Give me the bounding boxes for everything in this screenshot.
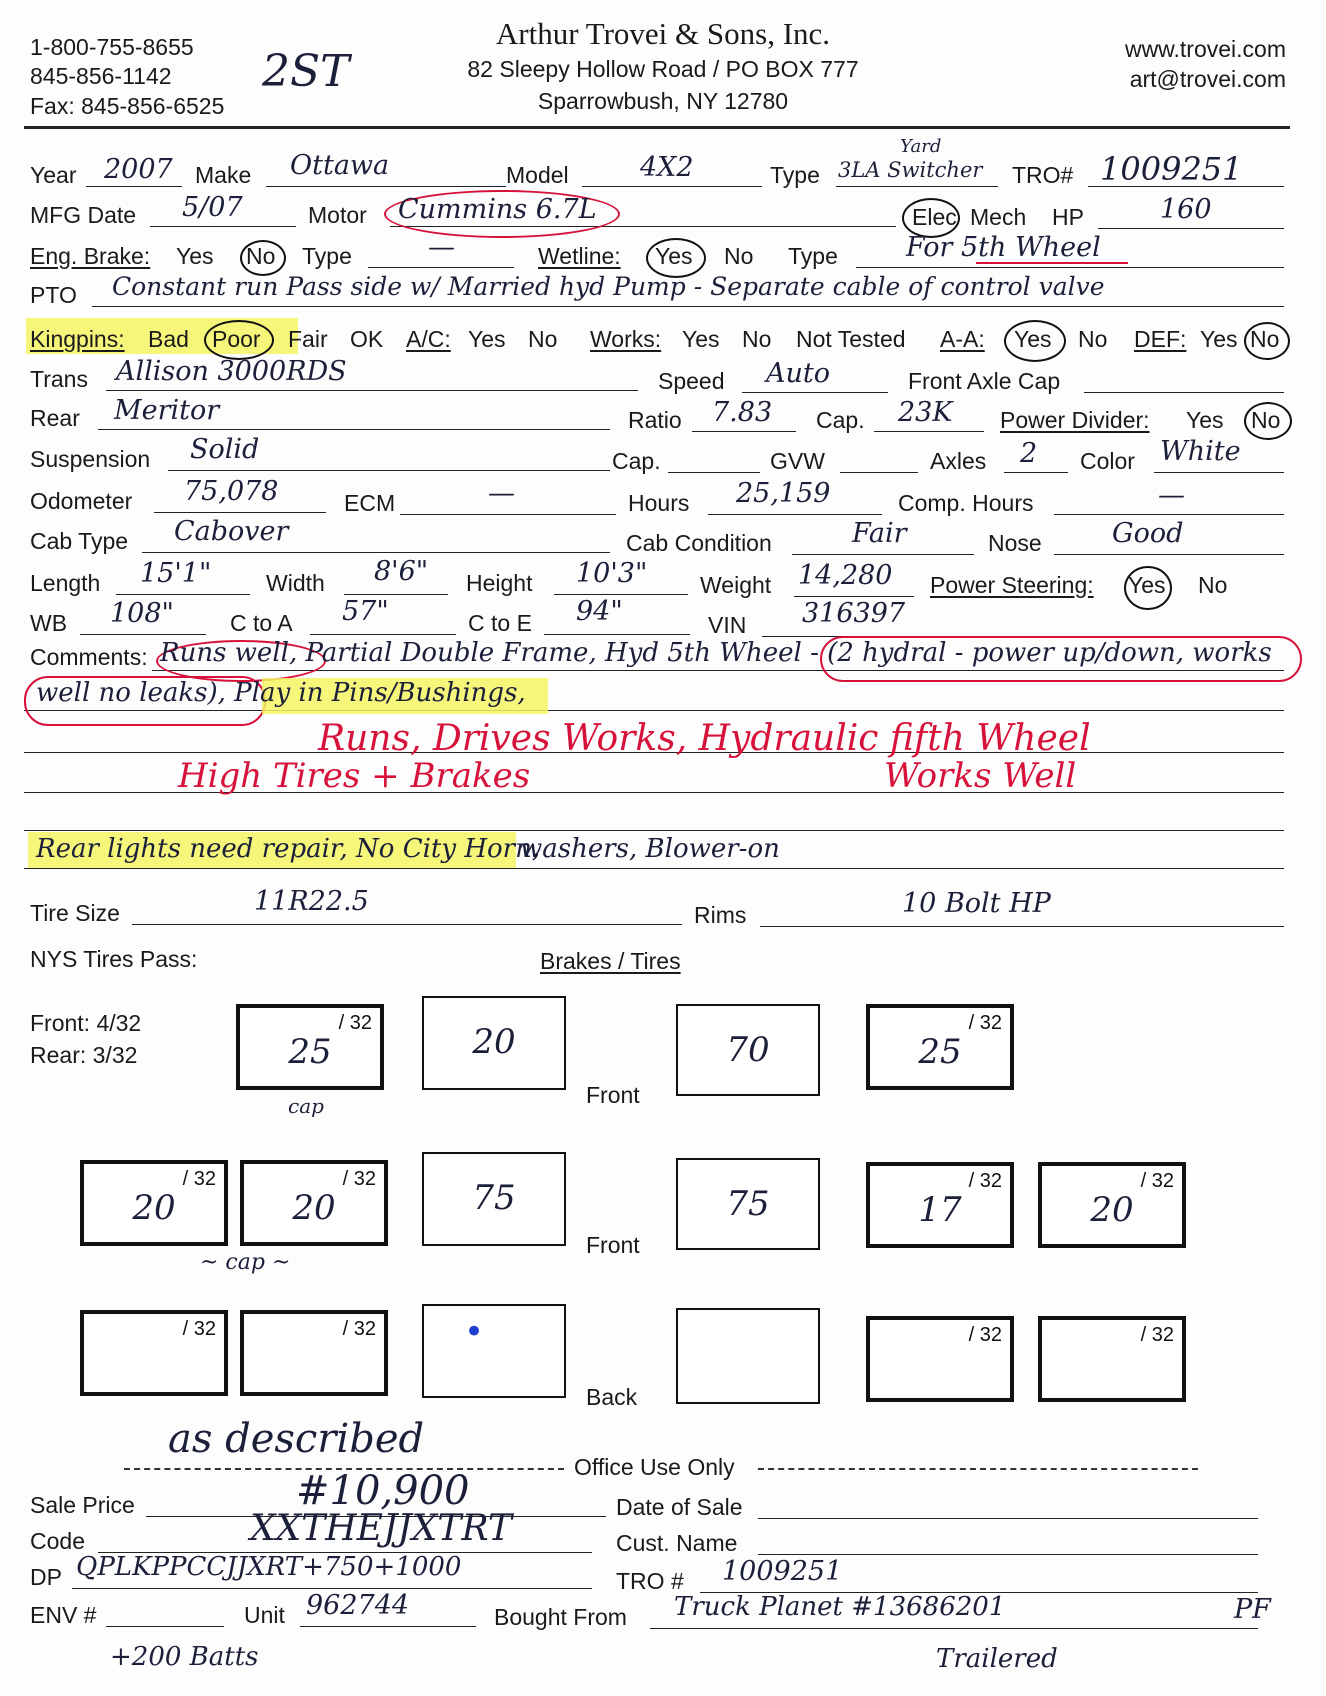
value-eng-brake-type: — (428, 232, 455, 263)
line-width (344, 594, 448, 595)
label-brakes-tires: Brakes / Tires (540, 948, 681, 974)
batts-note: +200 Batts (110, 1642, 259, 1672)
label-mech: Mech (970, 204, 1027, 230)
wetline-red-underline (976, 262, 1128, 264)
line-hp (1098, 228, 1284, 229)
line-trans (106, 390, 638, 391)
value-sale-price: #10,900 (296, 1468, 470, 1514)
value-unit: 962744 (306, 1590, 410, 1621)
label-length: Length (30, 570, 101, 596)
label-wetline-type: Type (788, 243, 838, 269)
red-note-2b: Works Well (884, 756, 1077, 796)
label-cap: Cap. (816, 407, 865, 433)
tire-box-r1-1: / 32 25 (236, 1004, 384, 1090)
value-c-to-e: 94" (576, 596, 623, 627)
label-back: Back (586, 1384, 638, 1410)
brake-box-r1-1 (422, 996, 566, 1090)
brake-reading: 70 (726, 1030, 770, 1070)
value-odometer: 75,078 (184, 476, 279, 507)
line-weight (794, 596, 914, 597)
kingpins-bad: Bad (148, 326, 189, 352)
label-color: Color (1080, 448, 1135, 474)
label-tro-hash: TRO # (616, 1568, 684, 1594)
line-susp-cap (668, 472, 760, 473)
label-make: Make (195, 162, 252, 188)
kingpins-poor: Poor (212, 326, 261, 352)
label-speed: Speed (658, 368, 725, 394)
value-type: 3LA Switcher (838, 158, 983, 182)
brake-reading: • (463, 1312, 485, 1352)
kingpins-fair: Fair (288, 326, 328, 352)
label-width: Width (266, 570, 325, 596)
label-suspension: Suspension (30, 446, 151, 472)
line-env (106, 1626, 224, 1627)
label-nose: Nose (988, 530, 1042, 556)
value-cap: 23K (898, 397, 953, 428)
label-front-axle-cap: Front Axle Cap (908, 368, 1061, 394)
tire-box-r2-4: / 32 20 (1038, 1162, 1186, 1248)
value-code: XXTHEJJXTRT (250, 1508, 512, 1549)
label-unit: Unit (244, 1602, 285, 1628)
value-ecm: — (488, 478, 515, 509)
red-note-2a: High Tires + Brakes (178, 756, 531, 796)
value-model: 4X2 (640, 152, 694, 183)
value-nose: Good (1112, 518, 1184, 549)
value-speed: Auto (766, 358, 830, 389)
label-cab-type: Cab Type (30, 528, 129, 554)
label-mfg-date: MFG Date (30, 202, 137, 228)
value-tro-hash: 1009251 (722, 1556, 843, 1587)
tire-box-r2-3: / 32 17 (866, 1162, 1014, 1248)
tire-box-r2-1: / 32 20 (80, 1160, 228, 1246)
line-cab-type (142, 552, 610, 553)
rear-pass: Rear: 3/32 (30, 1042, 138, 1068)
brake-box-r3-1 (422, 1304, 566, 1398)
label-bought-from: Bought From (494, 1604, 627, 1630)
tire-box-r3-2: / 32 (240, 1310, 388, 1396)
label-eng-brake: Eng. Brake: (30, 243, 151, 269)
tire-box-r3-3: / 32 (866, 1316, 1014, 1402)
fax: Fax: 845-856-6525 (30, 93, 225, 119)
line-length (116, 594, 250, 595)
value-initials: PF (1234, 1594, 1271, 1625)
cap-note-1: cap (288, 1094, 324, 1118)
line-c-to-e (544, 634, 690, 635)
as-described-note: as described (168, 1416, 425, 1462)
office-dash-right (758, 1468, 1198, 1470)
label-dp: DP (30, 1564, 62, 1590)
company-name: Arthur Trovei & Sons, Inc. (495, 16, 831, 51)
value-suspension: Solid (190, 434, 260, 465)
brake-box-r3-2 (676, 1308, 820, 1404)
label-tire-size: Tire Size (30, 900, 120, 926)
power-divider-yes: Yes (1186, 407, 1224, 433)
address-line-1: 82 Sleepy Hollow Road / PO BOX 777 (467, 56, 859, 82)
label-ratio: Ratio (628, 407, 682, 433)
line-cap (874, 431, 984, 432)
line-c-to-a (310, 634, 456, 635)
line-height (554, 594, 688, 595)
power-steering-yes: Yes (1128, 572, 1166, 598)
tire-reading: 20 (132, 1188, 176, 1228)
ac-yes: Yes (468, 326, 506, 352)
label-pto: PTO (30, 282, 77, 308)
tire-reading: 20 (292, 1188, 336, 1228)
line-eng-brake-type (368, 267, 514, 268)
label-cust-name: Cust. Name (616, 1530, 738, 1556)
aa-yes: Yes (1014, 326, 1052, 352)
label-tro: TRO# (1012, 162, 1074, 188)
value-wb: 108" (110, 598, 174, 629)
tire-reading: 25 (288, 1032, 332, 1072)
code-note: 2ST (262, 46, 350, 97)
label-elec: Elec (912, 204, 957, 230)
power-steering-no: No (1198, 572, 1228, 598)
phone-2: 845-856-1142 (30, 63, 172, 89)
label-comp-hours: Comp. Hours (898, 490, 1034, 516)
label-sale-price: Sale Price (30, 1492, 135, 1518)
works-no: No (742, 326, 772, 352)
label-rims: Rims (694, 902, 747, 928)
red-note-1: Runs, Drives Works, Hydraulic fifth Wheel (318, 718, 1091, 759)
line-unit (300, 1626, 476, 1627)
brake-reading: 75 (726, 1184, 770, 1224)
tire-box-r3-1: / 32 (80, 1310, 228, 1396)
line-suspension (168, 470, 610, 471)
line-gvw (840, 472, 918, 473)
line-date-of-sale (758, 1518, 1258, 1519)
label-weight: Weight (700, 572, 772, 598)
label-kingpins: Kingpins: (30, 326, 125, 352)
website: www.trovei.com (1124, 36, 1286, 62)
label-power-divider: Power Divider: (1000, 407, 1150, 433)
value-type-note: Yard (900, 136, 942, 157)
label-odometer: Odometer (30, 488, 133, 514)
eng-brake-yes: Yes (176, 243, 214, 269)
label-type: Type (770, 162, 820, 188)
label-ac: A/C: (406, 326, 451, 352)
tire-box-r2-2: / 32 20 (240, 1160, 388, 1246)
ac-no: No (528, 326, 558, 352)
label-motor: Motor (308, 202, 367, 228)
line-tire-size (132, 924, 682, 925)
tire-reading: 20 (1090, 1190, 1134, 1230)
value-length: 15'1" (140, 558, 212, 589)
label-susp-cap: Cap. (612, 448, 661, 474)
cap-note-2: ~ cap ~ (200, 1250, 291, 1275)
value-tire-size: 11R22.5 (254, 886, 369, 917)
value-weight: 14,280 (798, 560, 893, 591)
phone-1: 1-800-755-8655 (30, 34, 194, 60)
label-vin: VIN (708, 612, 747, 638)
tire-reading: 25 (918, 1032, 962, 1072)
value-mfg-date: 5/07 (182, 192, 243, 223)
comment-line-2: well no leaks), Play in Pins/Bushings, (36, 678, 526, 708)
label-nys-tires-pass: NYS Tires Pass: (30, 946, 198, 972)
label-works: Works: (590, 326, 662, 352)
tire-box-r3-4: / 32 (1038, 1316, 1186, 1402)
label-c-to-e: C to E (468, 610, 532, 636)
power-divider-no: No (1251, 407, 1281, 433)
label-gvw: GVW (770, 448, 825, 474)
tire-box-r1-2: / 32 25 (866, 1004, 1014, 1090)
line-make (266, 186, 506, 187)
label-date-of-sale: Date of Sale (616, 1494, 743, 1520)
label-front-1: Front (586, 1082, 640, 1108)
value-trans: Allison 3000RDS (116, 356, 347, 387)
label-ecm: ECM (344, 490, 396, 516)
line-dp (72, 1588, 592, 1589)
line-speed (742, 392, 888, 393)
comment-line-1: Runs well, Partial Double Frame, Hyd 5th Wheel - (2 hydral - power up/down, works (160, 638, 1272, 668)
line-nose (1054, 554, 1284, 555)
value-bought-from: Truck Planet #13686201 (674, 1592, 1006, 1622)
address-line-2: Sparrowbush, NY 12780 (537, 88, 789, 114)
email: art@trovei.com (1129, 66, 1286, 92)
comment-line-6b: washers, Blower-on (520, 834, 780, 864)
label-c-to-a: C to A (230, 610, 293, 636)
value-ratio: 7.83 (712, 397, 773, 428)
line-wetline-type (856, 267, 1284, 268)
value-rims: 10 Bolt HP (902, 888, 1051, 919)
label-cab-condition: Cab Condition (626, 530, 772, 556)
line-bought-from (650, 1628, 1258, 1629)
value-tro: 1009251 (1100, 150, 1243, 188)
value-cab-condition: Fair (852, 518, 907, 549)
value-motor: Cummins 6.7L (398, 194, 597, 225)
works-yes: Yes (682, 326, 720, 352)
line-comment-6 (24, 868, 1284, 869)
label-eng-brake-type: Type (302, 243, 352, 269)
label-aa: A-A: (940, 326, 985, 352)
line-year (86, 186, 182, 187)
trailered-note: Trailered (936, 1644, 1058, 1674)
brake-box-r2-2 (676, 1158, 820, 1250)
label-power-steering: Power Steering: (930, 572, 1094, 598)
eng-brake-no: No (246, 243, 276, 269)
line-pto (92, 306, 1284, 307)
label-office-use-only: Office Use Only (574, 1454, 735, 1480)
value-make: Ottawa (290, 150, 390, 181)
front-pass: Front: 4/32 (30, 1010, 142, 1036)
line-wb (80, 634, 206, 635)
line-cust-name (758, 1554, 1258, 1555)
value-hp: 160 (1160, 194, 1212, 225)
label-year: Year (30, 162, 77, 188)
value-cab-type: Cabover (174, 516, 289, 547)
tire-reading: 17 (918, 1190, 962, 1230)
value-width: 8'6" (374, 556, 429, 587)
line-comp-hours (1054, 514, 1284, 515)
line-odometer (154, 512, 326, 513)
comment-line-6a: Rear lights need repair, No City Horn, (36, 834, 541, 864)
label-hours: Hours (628, 490, 690, 516)
value-pto: Constant run Pass side w/ Married hyd Pump - Separate cable of control valve (112, 272, 1105, 301)
label-height: Height (466, 570, 533, 596)
line-comment-5 (24, 830, 1284, 831)
wetline-no: No (724, 243, 754, 269)
value-rear: Meritor (114, 395, 220, 426)
label-front-2: Front (586, 1232, 640, 1258)
line-axles (1004, 472, 1068, 473)
label-axles: Axles (930, 448, 987, 474)
def-no: No (1250, 326, 1280, 352)
line-hours (708, 514, 882, 515)
value-comp-hours: — (1158, 480, 1185, 511)
line-rims (760, 926, 1284, 927)
label-comments: Comments: (30, 644, 148, 670)
value-dp: QPLKPPCCJJXRT+750+1000 (76, 1552, 462, 1582)
line-ratio (692, 431, 796, 432)
value-c-to-a: 57" (342, 596, 389, 627)
line-mfg-date (150, 226, 296, 227)
brake-reading: 75 (472, 1178, 516, 1218)
label-wetline: Wetline: (538, 243, 621, 269)
value-wetline-type: For 5th Wheel (906, 232, 1101, 263)
value-axles: 2 (1020, 438, 1038, 469)
label-model: Model (506, 162, 569, 188)
label-trans: Trans (30, 366, 88, 392)
line-rear (98, 429, 610, 430)
brake-reading: 20 (472, 1022, 516, 1062)
brake-box-r1-2 (676, 1004, 820, 1096)
label-wb: WB (30, 610, 68, 636)
line-front-axle-cap (1084, 392, 1284, 393)
label-code: Code (30, 1528, 85, 1554)
line-type (836, 186, 998, 187)
line-color (1154, 472, 1284, 473)
aa-no: No (1078, 326, 1108, 352)
header-divider (24, 126, 1290, 129)
wetline-yes: Yes (655, 243, 693, 269)
value-year: 2007 (104, 154, 173, 185)
value-vin: 316397 (802, 598, 906, 629)
brake-box-r2-1 (422, 1152, 566, 1246)
value-height: 10'3" (576, 558, 648, 589)
label-env: ENV # (30, 1602, 97, 1628)
kingpins-ok: OK (350, 326, 384, 352)
label-rear: Rear (30, 405, 80, 431)
label-hp: HP (1052, 204, 1084, 230)
value-hours: 25,159 (736, 478, 831, 509)
label-def: DEF: (1134, 326, 1187, 352)
works-not-tested: Not Tested (796, 326, 906, 352)
line-ecm (400, 514, 616, 515)
def-yes: Yes (1200, 326, 1238, 352)
line-cab-condition (792, 554, 974, 555)
value-color: White (1160, 436, 1241, 467)
line-model (582, 186, 762, 187)
